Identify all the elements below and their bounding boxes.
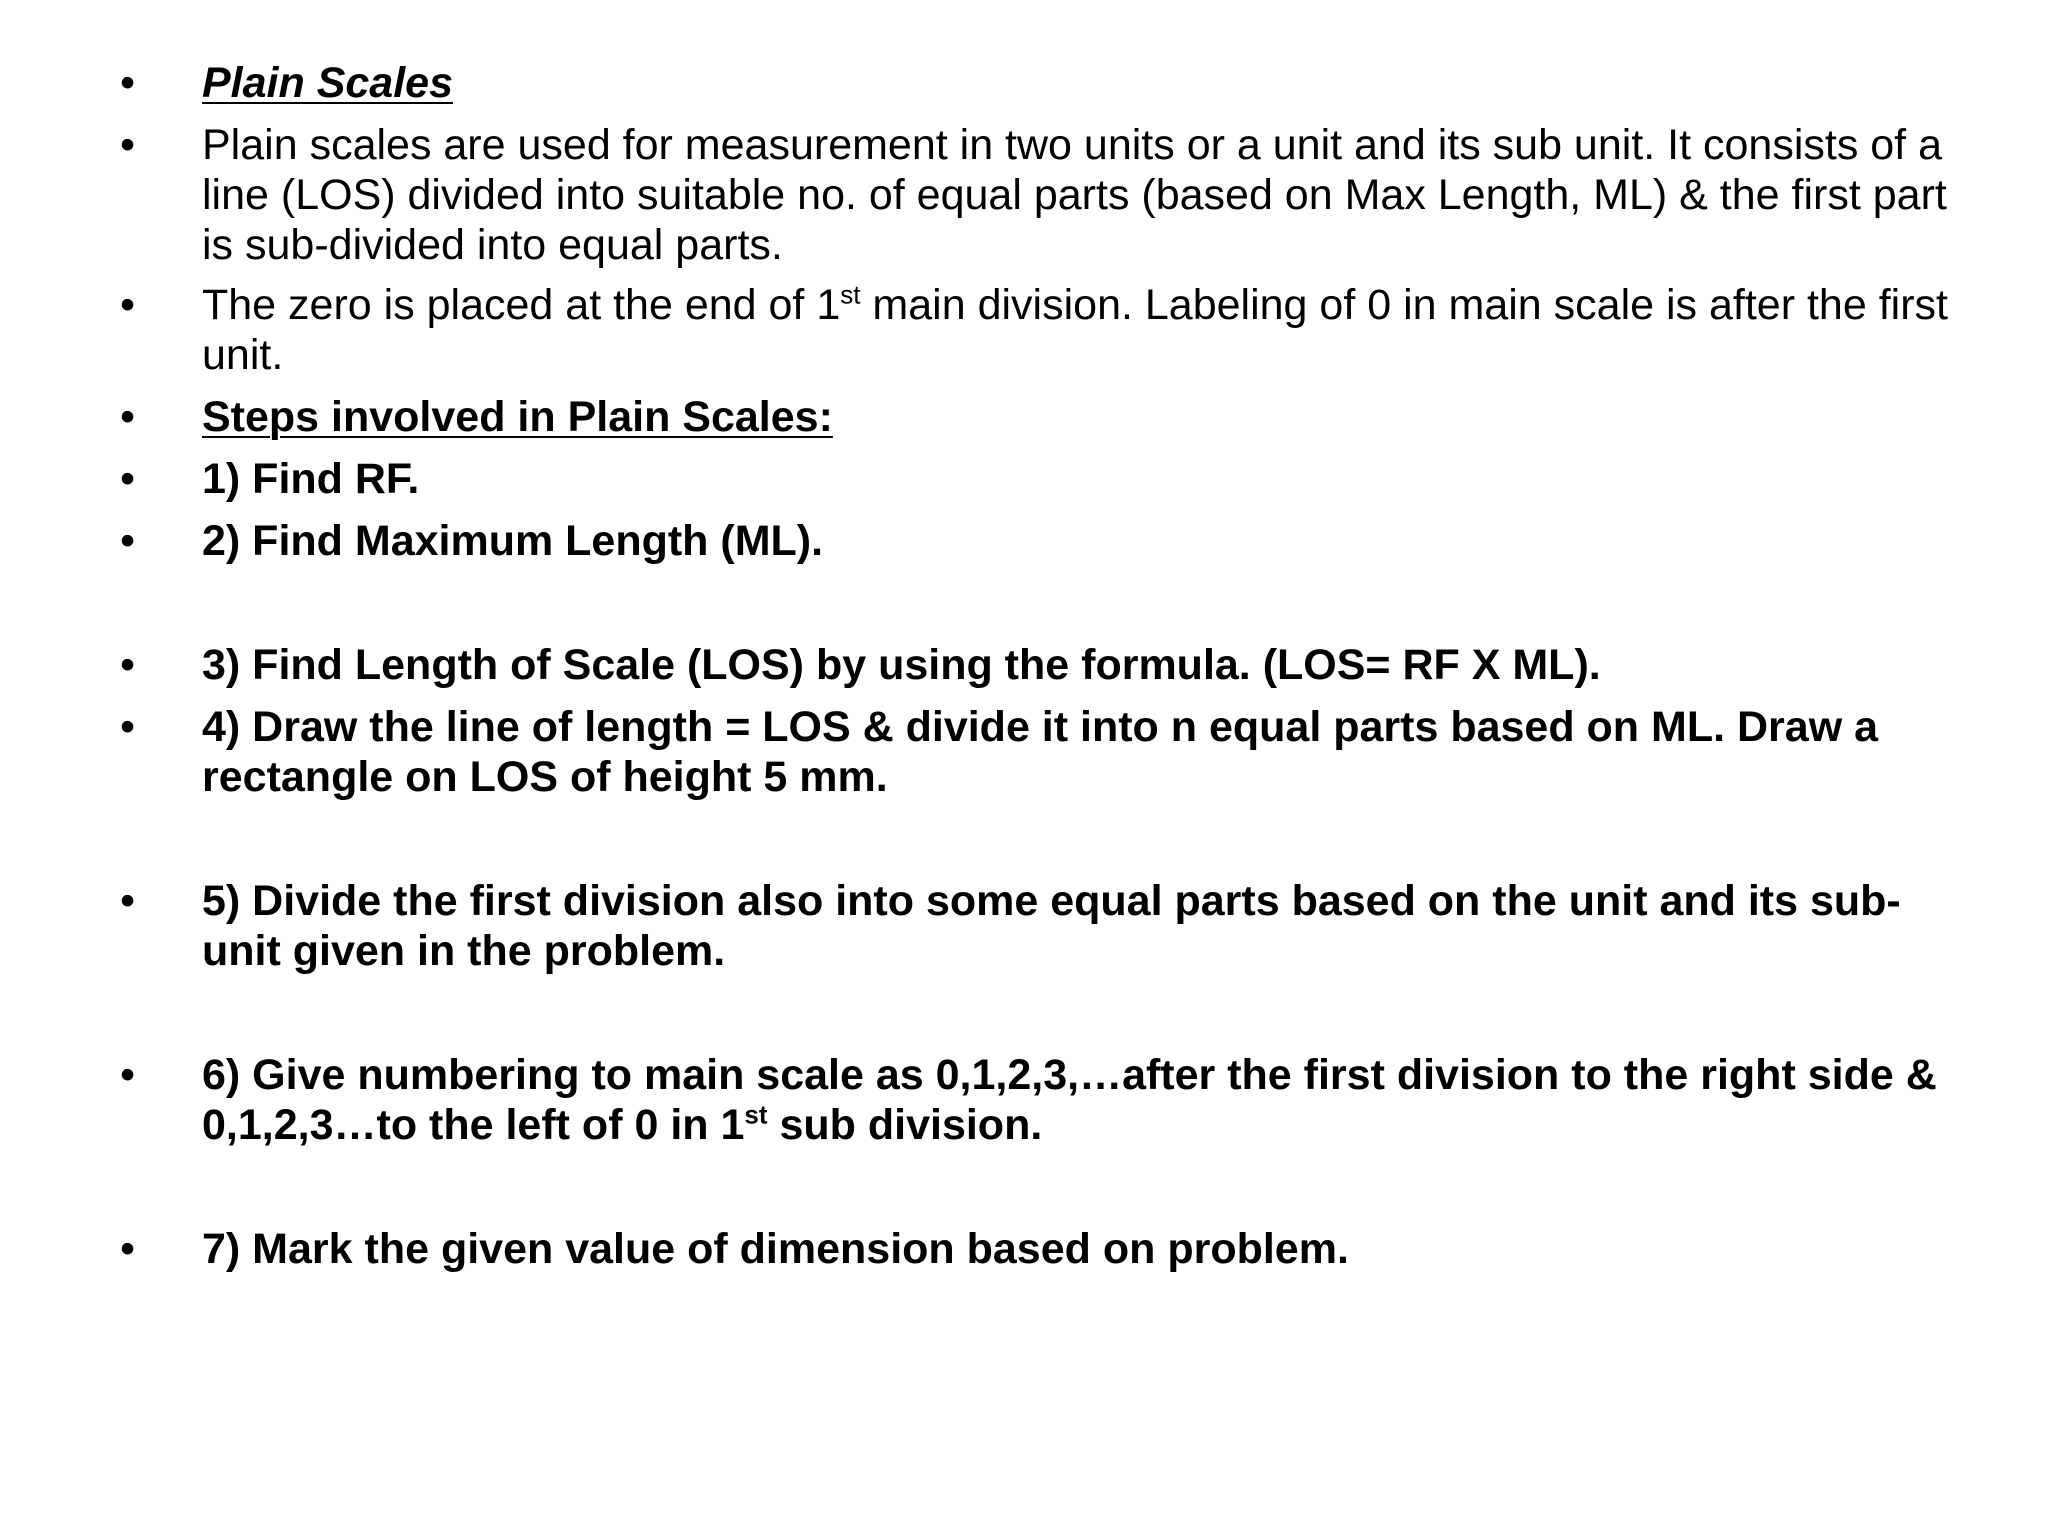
zero-note-before: The zero is placed at the end of 1 xyxy=(202,281,841,329)
definition-text: Plain scales are used for measurement in two units or a unit and its sub unit. It consists of a line (LOS) divided into suitable no. of equal parts (based on Max Length, ML) & the first part is sub-divided into equal parts. xyxy=(202,121,1947,269)
bullet-icon: • xyxy=(120,59,136,107)
bullet-icon: • xyxy=(120,121,136,169)
step-3-text: 3) Find Length of Scale (LOS) by using the formula. (LOS= RF X ML). xyxy=(202,641,1601,689)
bullet-icon: • xyxy=(120,1225,136,1273)
step-5-text: 5) Divide the first division also into some equal parts based on the unit and its sub-unit given in the problem. xyxy=(202,877,1901,975)
section-heading: Plain Scales xyxy=(202,59,453,107)
step-1-text: 1) Find RF. xyxy=(202,455,420,503)
step-6-superscript: st xyxy=(744,1099,768,1130)
zero-note-after: main division. Labeling of 0 in main scale is after the first unit. xyxy=(202,281,1948,379)
bullet-icon: • xyxy=(120,641,136,689)
zero-note-text xyxy=(202,280,1962,380)
bullet-icon: • xyxy=(120,517,136,565)
bullet-icon: • xyxy=(120,393,136,441)
step-2-text: 2) Find Maximum Length (ML). xyxy=(202,517,824,565)
steps-heading: Steps involved in Plain Scales: xyxy=(202,393,833,441)
bullet-icon: • xyxy=(120,703,136,751)
bullet-icon: • xyxy=(120,877,136,925)
bullet-icon: • xyxy=(120,281,136,329)
zero-note-superscript: st xyxy=(840,279,861,310)
step-6-text xyxy=(202,1050,1962,1150)
step-7-text: 7) Mark the given value of dimension based on problem. xyxy=(202,1225,1349,1273)
bullet-icon: • xyxy=(120,455,136,503)
step-4-text: 4) Draw the line of length = LOS & divide it into n equal parts based on ML. Draw a rectangle on LOS of height 5 mm. xyxy=(202,703,1879,801)
bullet-icon: • xyxy=(120,1051,136,1099)
step-6-before: 6) Give numbering to main scale as 0,1,2,3,…after the first division to the right side & 0,1,2,3…to the left of 0 in 1 xyxy=(202,1051,1937,1149)
step-6-after: sub division. xyxy=(767,1101,1043,1149)
